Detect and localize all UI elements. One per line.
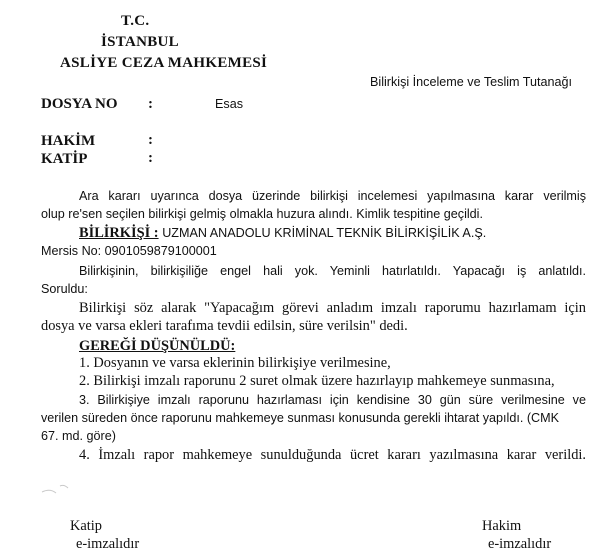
- katip-signature-status: e-imzalıdır: [76, 536, 140, 552]
- paragraph-3-line-1: Bilirkişinin, bilirkişiliğe engel hali yok. Yeminli hatırlatıldı. Yapacağı iş anlatıldı.: [79, 264, 586, 278]
- paragraph-4-line-2: dosya ve varsa ekleri tarafıma tevdii edilsin, süre verilsin" dedi.: [41, 318, 408, 334]
- decision-item-3-line-1: 3. Bilirkişiye imzalı raporunu hazırlaması için kendisine 30 gün süre verilmesine ve: [79, 393, 586, 407]
- dosya-no-colon: :: [148, 96, 153, 112]
- expert-line: [79, 224, 486, 242]
- katip-colon: :: [148, 150, 153, 166]
- decision-item-2: 2. Bilirkişi imzalı raporunu 2 suret olmak üzere hazırlayıp mahkemeye sunmasına,: [79, 373, 555, 389]
- document-type: Bilirkişi İnceleme ve Teslim Tutanağı: [370, 75, 573, 89]
- decision-item-1: 1. Dosyanın ve varsa eklerinin bilirkişiye verilmesine,: [79, 355, 391, 371]
- expert-label: BİLİRKİŞİ :: [79, 225, 159, 241]
- decision-item-4: 4. İmzalı rapor mahkemeye sunulduğunda ücret kararı yazılmasına karar verildi.: [79, 447, 586, 463]
- paragraph-4-line-1: Bilirkişi söz alarak "Yapacağım görevi anladım imzalı raporumu hazırlamam için: [79, 300, 586, 316]
- hakim-colon: :: [148, 132, 153, 148]
- mersis-number: Mersis No: 0901059879100001: [41, 244, 217, 258]
- hakim-label: HAKİM: [41, 133, 96, 149]
- header-city: İSTANBUL: [101, 34, 179, 50]
- dosya-no-value: Esas: [215, 97, 243, 111]
- decision-heading: GEREĞİ DÜŞÜNÜLDÜ:: [79, 338, 236, 354]
- decision-item-3-line-3: 67. md. göre): [41, 429, 116, 443]
- scan-mark-icon: [38, 480, 78, 500]
- hakim-signature-title: Hakim: [482, 518, 522, 534]
- dosya-no-label: DOSYA NO: [41, 96, 118, 112]
- paragraph-3-line-2: Soruldu:: [41, 282, 88, 296]
- decision-item-3-line-2: verilen süreden önce raporunu mahkemeye sunması konusunda gerekli ihtarat yapıldı. (CMK: [41, 411, 560, 425]
- header-court: ASLİYE CEZA MAHKEMESİ: [60, 55, 268, 71]
- paragraph-1-line-1: Ara kararı uyarınca dosya üzerinde bilirkişi incelemesi yapılmasına karar verilmiş: [79, 189, 586, 203]
- paragraph-1-line-2: olup re'sen seçilen bilirkişi gelmiş olmakla huzura alındı. Kimlik tespitine geçildi.: [41, 207, 483, 221]
- expert-name: UZMAN ANADOLU KRİMİNAL TEKNİK BİLİRKİŞİLİK A.Ş.: [162, 226, 487, 240]
- katip-signature-title: Katip: [70, 518, 102, 534]
- hakim-signature-status: e-imzalıdır: [488, 536, 552, 552]
- katip-label: KATİP: [41, 151, 88, 167]
- header-country: T.C.: [121, 13, 150, 29]
